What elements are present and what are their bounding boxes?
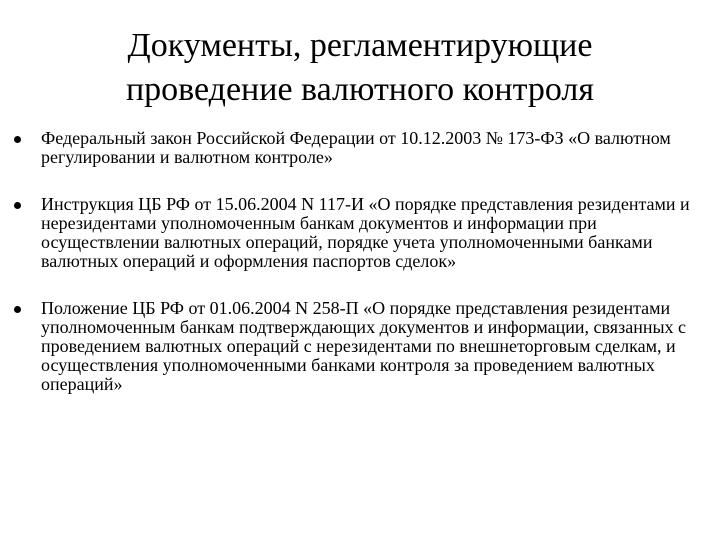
slide-title-line-2: проведение валютного контроля (125, 71, 595, 108)
list-item-text: Инструкция ЦБ РФ от 15.06.2004 N 117-И «О порядке представления резидентами и нерезидентами уполномоченным банкам документов и информации при осуществлении валютных операций, порядке учета уполномоченными банками валютных операций и оформления паспортов сделок» (41, 194, 690, 271)
document-list (0, 129, 720, 422)
bullet-icon (14, 136, 21, 143)
list-item (0, 299, 720, 394)
bullet-icon (14, 202, 21, 209)
slide-title (40, 24, 680, 112)
bullet-icon (14, 306, 21, 313)
list-item (0, 129, 720, 167)
list-item (0, 195, 720, 271)
list-item-text: Положение ЦБ РФ от 01.06.2004 N 258-П «О порядке представления резидентами уполномоченным банкам подтверждающих документов и информации, связанных с проведением валютных операций с нерезидентами по внешнеторговым сделкам, и осуществления уполномоченными банками контроля за проведением валютных операций» (41, 298, 687, 394)
slide-title-line-1: Документы, регламентирующие (127, 27, 593, 64)
list-item-text: Федеральный закон Российской Федерации от 10.12.2003 № 173-ФЗ «О валютном регулировании и валютном контроле» (41, 128, 671, 167)
